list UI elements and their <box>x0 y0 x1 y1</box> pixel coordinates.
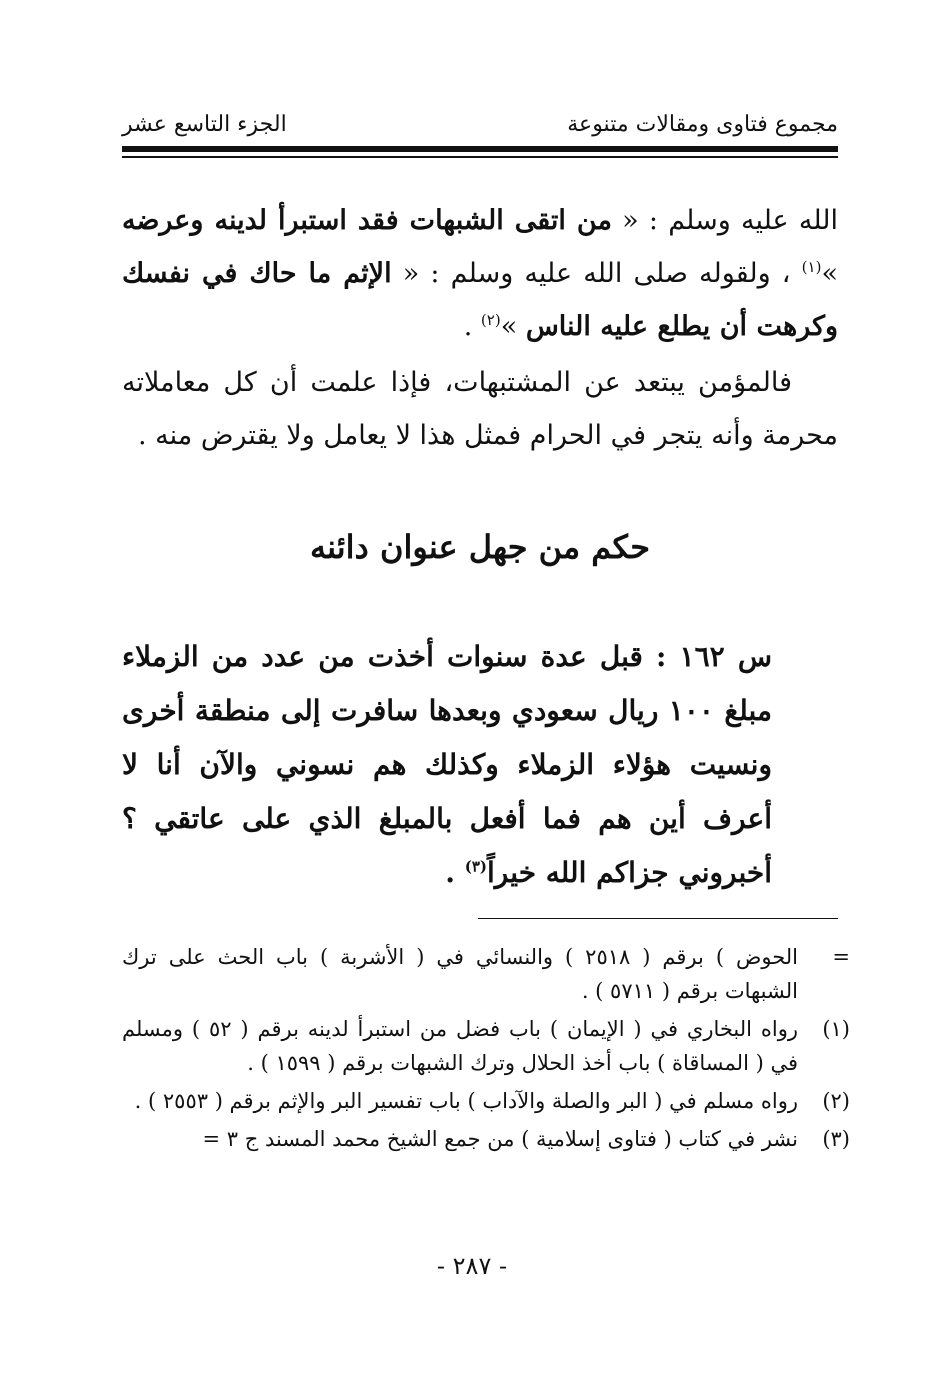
body-paragraph <box>122 356 838 462</box>
hadith-quote: الإثم ما حاك في نفسك وكرهت أن يطلع عليه الناس <box>122 258 838 342</box>
intro-paragraph <box>122 194 838 353</box>
intro-text: الله عليه وسلم : « <box>611 205 838 236</box>
volume-label: الجزء التاسع عشر <box>122 112 287 137</box>
paragraph-text: فالمؤمن يبتعد عن المشتبهات، فإذا علمت أن كل معاملاته محرمة وأنه يتجر في الحرام فمثل هذا لا يعامل ولا يقترض منه . <box>122 367 838 451</box>
header-rule-thin <box>122 156 838 158</box>
section-heading: حكم من جهل عنوان دائنه <box>309 528 651 566</box>
footnote-ref-2: (٢) <box>480 311 501 329</box>
footnote-separator <box>478 918 838 919</box>
footnote-text: الحوض ) برقم ( ٢٥١٨ ) والنسائي في ( الأشربة ) باب الحث على ترك الشبهات برقم ( ٥٧١١ ) . <box>122 945 798 1003</box>
quote-close: » <box>500 311 526 342</box>
footnote-2 <box>122 1084 850 1118</box>
book-title: مجموع فتاوى ومقالات متنوعة <box>567 112 838 137</box>
footnote-1 <box>122 1012 850 1080</box>
running-header <box>122 108 838 148</box>
footnote-continuation <box>122 940 850 1008</box>
quote-close: » <box>821 258 838 289</box>
intro-text: . <box>463 311 481 342</box>
header-rule-thick <box>122 146 838 152</box>
footnote-ref-1: (١) <box>801 258 822 276</box>
footnotes <box>122 940 850 1160</box>
intro-text: ، ولقوله صلى الله عليه وسلم : « <box>391 258 802 289</box>
footnote-mark: (١) <box>822 1017 850 1041</box>
footnote-ref-3: (٣) <box>464 857 488 876</box>
footnote-mark: (٢) <box>822 1089 850 1113</box>
question-end: . <box>445 856 465 889</box>
hadith-quote: من اتقى الشبهات فقد استبرأ لدينه وعرضه <box>122 205 612 236</box>
footnote-text: نشر في كتاب ( فتاوى إسلامية ) من جمع الشيخ محمد المسند ج ٣ = <box>202 1127 798 1151</box>
footnote-mark: (٣) <box>822 1127 850 1151</box>
footnote-text: رواه مسلم في ( البر والصلة والآداب ) باب تفسير البر والإثم برقم ( ٢٥٥٣ ) . <box>134 1089 798 1113</box>
page-number: - ٢٨٧ - <box>436 1252 508 1280</box>
footnote-text: رواه البخاري في ( الإيمان ) باب فضل من استبرأ لدينه برقم ( ٥٢ ) ومسلم في ( المساقاة ) باب أخذ الحلال وترك الشبهات برقم ( ١٥٩٩ ) . <box>122 1017 798 1075</box>
footnote-3 <box>122 1122 850 1156</box>
question-text: س ١٦٢ : قبل عدة سنوات أخذت من عدد من الزملاء مبلغ ١٠٠ ريال سعودي وبعدها سافرت إلى منطقة أخرى ونسيت هؤلاء الزملاء وكذلك هم نسوني والآن أنا لا أعرف أين هم فما أفعل بالمبلغ الذي على عاتقي ؟ أخبروني جزاكم الله خيراً <box>122 640 772 889</box>
footnote-mark: = <box>832 945 850 969</box>
question-block <box>122 630 772 900</box>
